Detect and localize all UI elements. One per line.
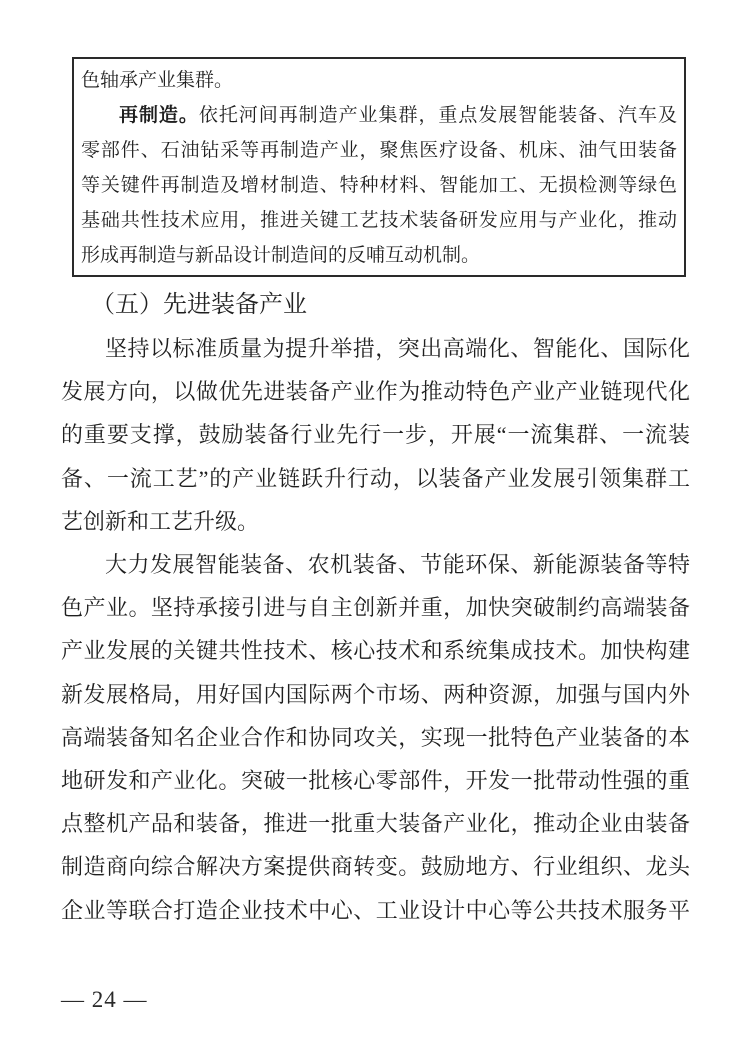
text-line: 高端装备知名企业合作和协同攻关，实现一批特色产业装备的本 bbox=[61, 724, 690, 750]
boxed-callout bbox=[72, 57, 686, 277]
text-line: 新发展格局，用好国内国际两个市场、两种资源，加强与国内外 bbox=[61, 681, 690, 707]
text-line: 坚持以标准质量为提升举措，突出高端化、智能化、国际化 bbox=[105, 336, 690, 361]
box-text-line: 色轴承产业集群。 bbox=[81, 70, 234, 91]
paragraph-1 bbox=[61, 327, 690, 543]
bold-lead-label: 再制造。 bbox=[119, 105, 199, 126]
box-text-line: 等关键件再制造及增材制造、特种材料、智能加工、无损检测等绿色 bbox=[81, 175, 677, 196]
text-line: 发展方向，以做优先进装备产业作为推动特色产业产业链现代化 bbox=[61, 379, 690, 405]
text-line: 色产业。坚持承接引进与自主创新并重，加快突破制约高端装备 bbox=[61, 595, 690, 621]
box-text-line: 基础共性技术应用，推进关键工艺技术装备研发应用与产业化，推动 bbox=[81, 210, 677, 231]
page-number: — 24 — bbox=[61, 987, 148, 1012]
main-content bbox=[61, 284, 690, 932]
box-text-line: 零部件、石油钻采等再制造产业，聚焦医疗设备、机床、油气田装备 bbox=[81, 140, 677, 161]
text-line: 备、一流工艺”的产业链跃升行动，以装备产业发展引领集群工 bbox=[61, 465, 690, 491]
text-line: 点整机产品和装备，推进一批重大装备产业化，推动企业由装备 bbox=[61, 811, 690, 837]
text-line: 地研发和产业化。突破一批核心零部件，开发一批带动性强的重 bbox=[61, 768, 690, 794]
paragraph-2 bbox=[61, 543, 690, 932]
box-text-line: 形成再制造与新品设计制造间的反哺互动机制。 bbox=[81, 245, 481, 266]
box-text-line-rest: 依托河间再制造产业集群，重点发展智能装备、汽车及 bbox=[198, 105, 677, 126]
section-heading: （五）先进装备产业 bbox=[91, 292, 307, 318]
text-line: 大力发展智能装备、农机装备、节能环保、新能源装备等特 bbox=[105, 552, 690, 578]
text-line: 艺创新和工艺升级。 bbox=[61, 508, 260, 534]
text-line: 的重要支撑，鼓励装备行业先行一步，开展“一流集群、一流装 bbox=[61, 422, 690, 448]
text-line: 企业等联合打造企业技术中心、工业设计中心等公共技术服务平 bbox=[61, 897, 690, 923]
text-line: 产业发展的关键共性技术、核心技术和系统集成技术。加快构建 bbox=[61, 638, 690, 664]
text-line: 制造商向综合解决方案提供商转变。鼓励地方、行业组织、龙头 bbox=[61, 854, 690, 880]
box-text-line bbox=[81, 98, 677, 133]
